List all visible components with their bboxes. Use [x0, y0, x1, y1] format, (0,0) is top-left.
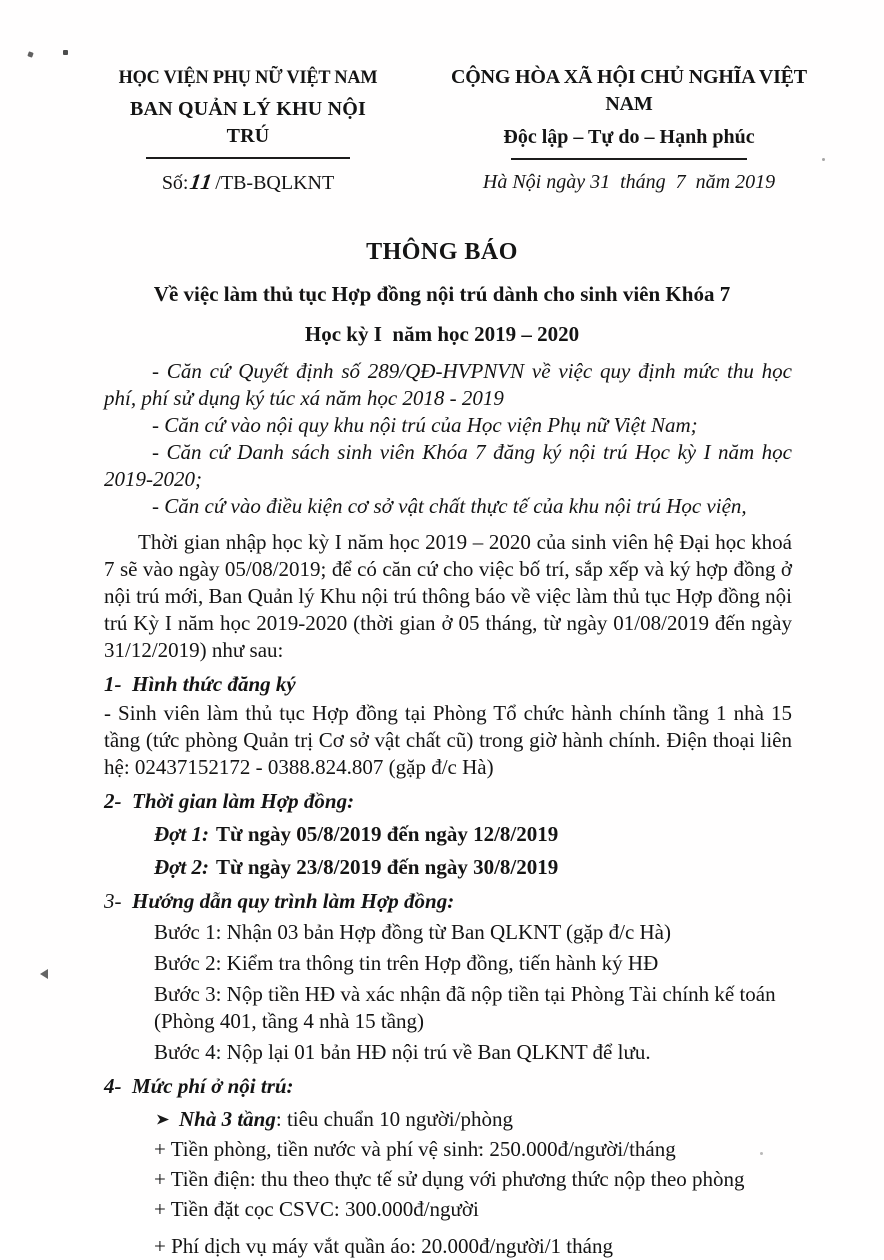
document-number [112, 168, 384, 197]
issuing-org-block [112, 64, 384, 197]
section-number: 4- [104, 1074, 122, 1098]
document-number-prefix: Số: [161, 172, 189, 194]
contract-period-2 [104, 854, 792, 881]
section-registration-method [104, 671, 792, 781]
org-department: BAN QUẢN LÝ KHU NỘI TRÚ [129, 98, 367, 147]
procedure-step: Bước 4: Nộp lại 01 bản HĐ nội trú về Ban QLKNT để lưu. [154, 1040, 651, 1064]
legal-basis-item: - Căn cứ vào điều kiện cơ sở vật chất thực tế của khu nội trú Học viện, [152, 494, 747, 518]
national-title: CỘNG HÒA XÃ HỘI CHỦ NGHĨA VIỆT NAM [451, 66, 807, 115]
section-number: 2- [104, 789, 122, 813]
fee-item: + Tiền đặt cọc CSVC: 300.000đ/người [154, 1197, 479, 1221]
document-semester: Học kỳ I năm học 2019 – 2020 [304, 322, 580, 346]
national-motto-block [444, 64, 814, 197]
header-right-rule [511, 158, 747, 160]
scan-speck [63, 50, 68, 55]
section-heading [104, 1073, 792, 1100]
contract-period-1 [104, 821, 792, 848]
period-dates: Từ ngày 05/8/2019 đến ngày 12/8/2019 [216, 822, 559, 846]
section-number: 3- [104, 889, 122, 913]
section-fees [104, 1073, 792, 1260]
fee-item: + Tiền điện: thu theo thực tế sử dụng với phương thức nộp theo phòng [154, 1167, 745, 1191]
section-title: Hình thức đăng ký [132, 672, 296, 696]
legal-basis-item: - Căn cứ Quyết định số 289/QĐ-HVPNVN về việc quy định mức thu học phí, phí sử dụng ký túc xá năm học 2018 - 2019 [104, 359, 792, 410]
building-label: Nhà 3 tầng [179, 1107, 276, 1131]
national-motto: Độc lập – Tự do – Hạnh phúc [503, 126, 755, 148]
period-label: Đợt 1: [154, 822, 210, 846]
building-standard: : tiêu chuẩn 10 người/phòng [275, 1107, 513, 1131]
section-title: Thời gian làm Hợp đồng: [132, 789, 355, 813]
procedure-step: Bước 1: Nhận 03 bản Hợp đồng từ Ban QLKNT (gặp đ/c Hà) [154, 920, 671, 944]
section-title: Mức phí ở nội trú: [132, 1074, 294, 1098]
procedure-step: Bước 2: Kiểm tra thông tin trên Hợp đồng, tiến hành ký HĐ [154, 951, 659, 975]
scan-speck [760, 1152, 763, 1155]
section-procedure-guide [104, 888, 792, 1066]
document-header [0, 0, 884, 197]
document-number-suffix: /TB-BQLKNT [215, 172, 335, 194]
section-number: 1- [104, 672, 122, 696]
scan-speck [478, 1146, 481, 1149]
document-body [0, 348, 884, 1260]
legal-basis-item: - Căn cứ vào nội quy khu nội trú của Học viện Phụ nữ Việt Nam; [152, 413, 698, 437]
place-and-date: Hà Nội ngày 31 tháng 7 năm 2019 [482, 171, 776, 193]
period-label: Đợt 2: [154, 855, 210, 879]
arrowhead-bullet-icon [156, 1106, 170, 1119]
section-title: Hướng dẫn quy trình làm Hợp đồng: [132, 889, 455, 913]
section-contract-time [104, 788, 792, 881]
section-heading [104, 888, 792, 915]
document-subject: Về việc làm thủ tục Hợp đồng nội trú dành cho sinh viên Khóa 7 [153, 282, 731, 306]
section-heading [104, 788, 792, 815]
section-heading [104, 671, 792, 698]
org-name: HỌC VIỆN PHỤ NỮ VIỆT NAM [118, 67, 378, 88]
title-block [0, 239, 884, 348]
section-paragraph: - Sinh viên làm thủ tục Hợp đồng tại Phòng Tổ chức hành chính tầng 1 nhà 15 tầng (tức phòng Quản trị Cơ sở vật chất cũ) trong giờ hành chính. Điện thoại liên hệ: 02437152172 - 0388.824.807 (gặp đ/c Hà) [104, 701, 792, 779]
procedure-step: Bước 3: Nộp tiền HĐ và xác nhận đã nộp tiền tại Phòng Tài chính kế toán (Phòng 401, tầng 4 nhà 15 tầng) [154, 982, 776, 1033]
fee-item: + Phí dịch vụ máy vắt quần áo: 20.000đ/người/1 tháng [154, 1234, 613, 1258]
legal-basis-list [104, 358, 792, 520]
legal-basis-item: - Căn cứ Danh sách sinh viên Khóa 7 đăng ký nội trú Học kỳ I năm học 2019-2020; [104, 440, 792, 491]
document-number-handwritten: 11 [187, 169, 215, 194]
period-dates: Từ ngày 23/8/2019 đến ngày 30/8/2019 [216, 855, 559, 879]
header-left-rule [146, 157, 350, 159]
scan-speck [40, 969, 48, 979]
building-standard-line [104, 1106, 792, 1133]
intro-paragraph: Thời gian nhập học kỳ I năm học 2019 – 2020 của sinh viên hệ Đại học khoá 7 sẽ vào ngày 05/08/2019; để có căn cứ cho việc bố trí, sắp xếp và ký hợp đồng ở nội trú mới, Ban Quản lý Khu nội trú thông báo về việc làm thủ tục Hợp đồng nội trú Kỳ I năm học 2019-2020 (thời gian ở 05 tháng, từ ngày 01/08/2019 đến ngày 31/12/2019) như sau: [104, 530, 792, 662]
scan-speck [822, 158, 825, 161]
document-title: THÔNG BÁO [366, 239, 518, 265]
fee-item: + Tiền phòng, tiền nước và phí vệ sinh: 250.000đ/người/tháng [154, 1137, 676, 1161]
